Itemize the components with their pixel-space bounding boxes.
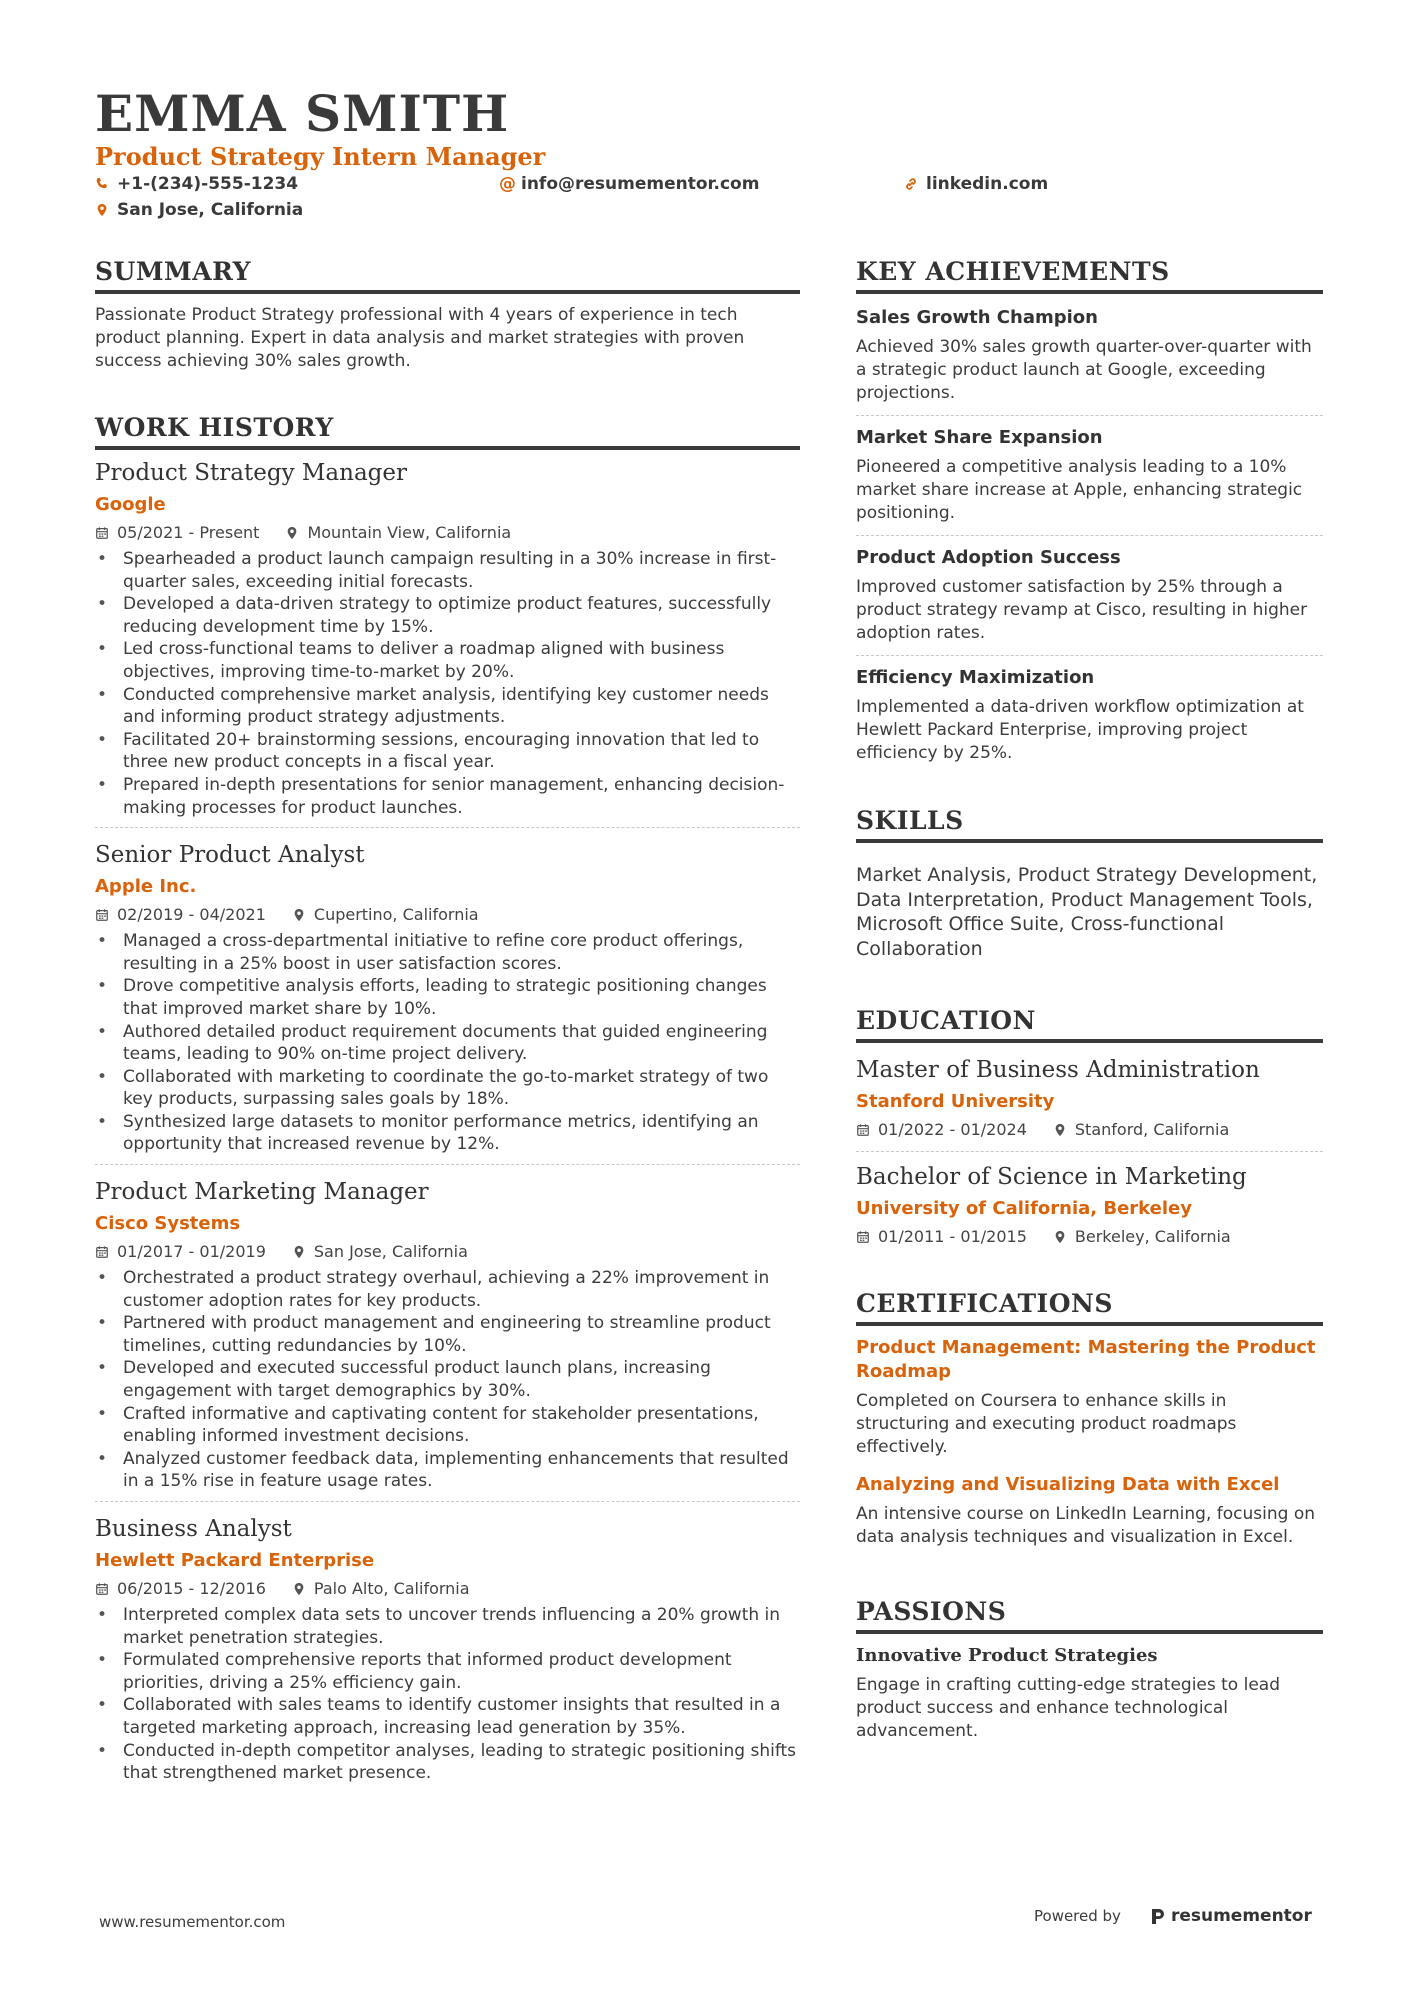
job-bullet: • Spearheaded a product launch campaign resulting in a 30% increase in first-quarter sales, exceeding initial forecasts. — [95, 548, 800, 593]
certification-title: Analyzing and Visualizing Data with Excel — [856, 1474, 1280, 1495]
job-bullet: • Interpreted complex data sets to uncover trends influencing a 20% growth in market penetration strategies. — [95, 1604, 800, 1649]
brand-mark-icon — [1151, 1907, 1165, 1925]
at-icon: @ — [499, 174, 516, 194]
job-bullet: • Analyzed customer feedback data, implementing enhancements that resulted in a 15% rise in feature usage rates. — [95, 1448, 800, 1493]
footer-website[interactable]: www.resumementor.com — [99, 1913, 286, 1931]
job-title: Senior Product Analyst — [95, 842, 365, 869]
location-pin-icon — [285, 526, 299, 540]
brand-logo[interactable] — [1151, 1906, 1312, 1926]
education-location: Stanford, California — [1074, 1120, 1230, 1139]
linkedin-text[interactable]: linkedin.com — [926, 174, 1049, 194]
education-section — [856, 1005, 1323, 1258]
skills-text: Market Analysis, Product Strategy Development, Data Interpretation, Product Management Tools, Microsoft Office Suite, Cross-functional Collaboration — [856, 864, 1318, 960]
job-bullet: • Developed a data-driven strategy to optimize product features, successfully reducing development time by 15%. — [95, 593, 800, 638]
job-bullet: • Drove competitive analysis efforts, leading to strategic positioning changes that improved market share by 10%. — [95, 975, 800, 1020]
passion-list — [856, 1644, 1323, 1743]
education-list — [856, 1045, 1323, 1258]
footer-powered — [1034, 1906, 1312, 1926]
certifications-heading: CERTIFICATIONS — [856, 1288, 1323, 1326]
contact-phone — [95, 173, 298, 195]
job-bullet: • Developed and executed successful product launch plans, increasing engagement with target demographics by 30%. — [95, 1357, 800, 1402]
job-dates: 02/2019 - 04/2021 — [117, 905, 266, 925]
job-title: Product Marketing Manager — [95, 1179, 429, 1206]
education-dates: 01/2011 - 01/2015 — [878, 1227, 1027, 1246]
summary-text: Passionate Product Strategy professional with 4 years of experience in tech product planning. Expert in data analysis and market strategies with proven success achieving 30% sales growth. — [95, 305, 745, 371]
calendar-icon — [856, 1123, 870, 1137]
achievement-item — [856, 656, 1323, 775]
achievement-item — [856, 536, 1323, 656]
powered-by-text: Powered by — [1034, 1907, 1121, 1925]
contact-location — [95, 199, 303, 221]
job-dates: 06/2015 - 12/2016 — [117, 1579, 266, 1598]
job-title: Product Strategy Manager — [95, 460, 407, 486]
job-bullet: • Conducted in-depth competitor analyses, leading to strategic positioning shifts that strengthened market presence. — [95, 1740, 800, 1785]
education-meta — [856, 1119, 1323, 1141]
email-text[interactable]: info@resumementor.com — [521, 174, 760, 194]
phone-text: +1-(234)-555-1234 — [117, 174, 299, 194]
education-heading: EDUCATION — [856, 1005, 1323, 1043]
job-bullets — [95, 1267, 800, 1493]
job-location: Palo Alto, California — [313, 1579, 470, 1598]
job-bullet: • Conducted comprehensive market analysis, identifying key customer needs and informing product strategy adjustments. — [95, 684, 800, 729]
job-bullet: • Formulated comprehensive reports that informed product development priorities, driving a 25% efficiency gain. — [95, 1649, 800, 1694]
job-bullet: • Managed a cross-departmental initiative to refine core product offerings, resulting in a 25% boost in user satisfaction scores. — [95, 930, 800, 975]
summary-section — [95, 256, 800, 373]
brand-name: resumementor — [1170, 1906, 1312, 1926]
job-meta — [95, 522, 800, 544]
candidate-name: EMMA SMITH — [95, 84, 510, 143]
job-bullet: • Led cross-functional teams to deliver a roadmap aligned with business objectives, improving time-to-market by 20%. — [95, 638, 800, 683]
education-item — [856, 1152, 1323, 1258]
achievement-item — [856, 416, 1323, 536]
location-pin-icon — [95, 203, 109, 217]
achievement-text: Pioneered a competitive analysis leading to a 10% market share increase at Apple, enhancing strategic positioning. — [856, 457, 1303, 523]
education-dates: 01/2022 - 01/2024 — [878, 1120, 1027, 1139]
job-bullets — [95, 1604, 800, 1785]
job-list — [95, 458, 800, 1793]
job-entry — [95, 458, 800, 828]
job-dates: 05/2021 - Present — [117, 523, 260, 542]
education-degree: Bachelor of Science in Marketing — [856, 1164, 1247, 1190]
education-location: Berkeley, California — [1074, 1227, 1231, 1246]
calendar-icon — [95, 526, 109, 540]
passions-heading: PASSIONS — [856, 1596, 1323, 1634]
contact-email[interactable] — [499, 173, 759, 195]
job-bullet: • Prepared in-depth presentations for senior management, enhancing decision-making processes for product launches. — [95, 774, 800, 819]
achievement-title: Sales Growth Champion — [856, 307, 1098, 328]
location-pin-icon — [1053, 1123, 1067, 1137]
education-meta — [856, 1226, 1323, 1248]
phone-icon — [95, 177, 109, 191]
achievements-section — [856, 256, 1323, 775]
achievement-list — [856, 296, 1323, 775]
passion-item — [856, 1644, 1323, 1743]
certification-text: Completed on Coursera to enhance skills in structuring and executing product roadmaps effectively. — [856, 1391, 1237, 1457]
job-entry — [95, 1514, 800, 1793]
job-bullets — [95, 930, 800, 1156]
job-entry — [95, 840, 800, 1165]
job-bullet: • Orchestrated a product strategy overhaul, achieving a 22% improvement in customer adoption rates for key products. — [95, 1267, 800, 1312]
certification-item — [856, 1473, 1323, 1549]
achievements-heading: KEY ACHIEVEMENTS — [856, 256, 1323, 294]
job-entry — [95, 1177, 800, 1502]
work-history-section — [95, 412, 800, 1805]
job-meta — [95, 1578, 800, 1600]
location-text: San Jose, California — [117, 200, 304, 220]
passions-section — [856, 1596, 1323, 1743]
location-pin-icon — [292, 1245, 306, 1259]
job-bullet: • Authored detailed product requirement documents that guided engineering teams, leading to 90% on-time project delivery. — [95, 1021, 800, 1066]
link-icon — [904, 177, 918, 191]
summary-heading: SUMMARY — [95, 256, 800, 294]
job-company: Cisco Systems — [95, 1213, 241, 1235]
certification-list — [856, 1336, 1323, 1549]
job-bullet: • Facilitated 20+ brainstorming sessions, encouraging innovation that led to three new product concepts in a fiscal year. — [95, 729, 800, 774]
achievement-text: Achieved 30% sales growth quarter-over-quarter with a strategic product launch at Google, exceeding projections. — [856, 337, 1312, 403]
job-meta — [95, 904, 800, 926]
job-bullet: • Collaborated with sales teams to identify customer insights that resulted in a targeted marketing approach, increasing lead generation by 35%. — [95, 1694, 800, 1739]
certification-item — [856, 1336, 1323, 1459]
calendar-icon — [95, 1245, 109, 1259]
education-school: University of California, Berkeley — [856, 1198, 1192, 1219]
job-bullet: • Partnered with product management and engineering to streamline product timelines, cutting redundancies by 10%. — [95, 1312, 800, 1357]
education-degree: Master of Business Administration — [856, 1057, 1260, 1083]
education-item — [856, 1045, 1323, 1152]
passion-title: Innovative Product Strategies — [856, 1645, 1158, 1666]
job-company: Apple Inc. — [95, 876, 197, 898]
passion-text: Engage in crafting cutting-edge strategies to lead product success and enhance technological advancement. — [856, 1675, 1281, 1741]
job-meta — [95, 1241, 800, 1263]
achievement-item — [856, 296, 1323, 416]
job-location: Cupertino, California — [313, 905, 479, 925]
certification-title: Product Management: Mastering the Product Roadmap — [856, 1337, 1316, 1382]
job-company: Google — [95, 494, 166, 515]
calendar-icon — [856, 1230, 870, 1244]
calendar-icon — [95, 1582, 109, 1596]
job-dates: 01/2017 - 01/2019 — [117, 1242, 266, 1262]
job-company: Hewlett Packard Enterprise — [95, 1550, 375, 1571]
certification-text: An intensive course on LinkedIn Learning, focusing on data analysis techniques and visualization in Excel. — [856, 1504, 1316, 1547]
job-bullets — [95, 548, 800, 819]
achievement-title: Market Share Expansion — [856, 427, 1103, 448]
skills-section — [856, 805, 1323, 961]
achievement-text: Implemented a data-driven workflow optimization at Hewlett Packard Enterprise, improving project efficiency by 25%. — [856, 697, 1304, 763]
location-pin-icon — [292, 908, 306, 922]
job-title: Business Analyst — [95, 1516, 292, 1542]
job-location: Mountain View, California — [307, 523, 512, 542]
location-pin-icon — [1053, 1230, 1067, 1244]
achievement-text: Improved customer satisfaction by 25% through a product strategy revamp at Cisco, resulting in higher adoption rates. — [856, 577, 1308, 643]
achievement-title: Efficiency Maximization — [856, 667, 1095, 688]
job-bullet: • Synthesized large datasets to monitor performance metrics, identifying an opportunity that increased revenue by 12%. — [95, 1111, 800, 1156]
contact-linkedin[interactable] — [904, 173, 1048, 195]
achievement-title: Product Adoption Success — [856, 547, 1121, 568]
work-history-heading: WORK HISTORY — [95, 412, 800, 450]
skills-heading: SKILLS — [856, 805, 1323, 843]
candidate-role: Product Strategy Intern Manager — [95, 142, 546, 171]
certifications-section — [856, 1288, 1323, 1563]
job-bullet: • Crafted informative and captivating content for stakeholder presentations, enabling informed investment decisions. — [95, 1403, 800, 1448]
location-pin-icon — [292, 1582, 306, 1596]
job-bullet: • Collaborated with marketing to coordinate the go-to-market strategy of two key products, surpassing sales goals by 18%. — [95, 1066, 800, 1111]
job-location: San Jose, California — [313, 1242, 468, 1262]
calendar-icon — [95, 908, 109, 922]
education-school: Stanford University — [856, 1091, 1055, 1112]
